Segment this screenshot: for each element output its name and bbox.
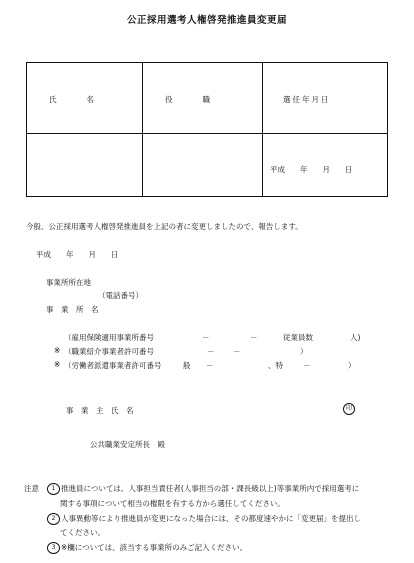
dash: － <box>303 361 311 370</box>
note-3 <box>47 542 247 554</box>
notes-label: 注意 <box>24 484 39 493</box>
employees-unit: 人) <box>350 333 361 342</box>
dispatch-license-label: （労働者派遣事業者許可番号 <box>64 361 162 370</box>
dash: － <box>207 347 215 356</box>
paren-close: ） <box>348 361 356 370</box>
employees-label: 従業員数 <box>283 333 313 342</box>
promoter-table <box>26 62 388 197</box>
employer-name-label: 事 業 主 氏 名 <box>66 406 134 415</box>
seal-mark: 印 <box>343 403 355 415</box>
note-text: 推進員については、人事担当責任者(人事担当の部・課長級以上)等事業所内で採用選考に <box>61 484 360 493</box>
appointment-date[interactable] <box>270 164 353 175</box>
col-header-position <box>165 94 210 105</box>
col-header-position-text: 役 職 <box>165 95 210 104</box>
position-input-cell[interactable] <box>145 134 260 196</box>
note-2 <box>47 513 361 525</box>
note-text: ※欄については、該当する事業所のみご記入ください。 <box>61 543 248 552</box>
col-header-date <box>283 94 331 105</box>
col-header-name <box>49 94 121 105</box>
employment-insurance-label: （雇用保険適用事業所番号 <box>64 333 154 342</box>
note-number: 3 <box>47 542 60 554</box>
note-number: 1 <box>47 483 60 495</box>
table-divider <box>142 63 143 196</box>
office-address-label: 事業所所在地 <box>46 278 91 287</box>
placement-license-label: （職業紹介事業者許可番号 <box>64 347 154 356</box>
addressee: 公共職業安定所長 殿 <box>90 440 165 449</box>
note-text: 人事異動等により推進員が変更になった場合には、その都度速やかに「変更届」を提出し <box>61 514 361 523</box>
special-label: 、特 <box>268 361 283 370</box>
table-divider <box>262 63 263 196</box>
paren-close: ） <box>300 347 308 356</box>
dash: － <box>202 333 210 342</box>
name-input-cell[interactable] <box>32 134 140 196</box>
submission-date[interactable]: 平成 年 月 日 <box>36 250 119 259</box>
note-1-continued: 関する事項について相当の権限を有する方から選任してください。 <box>60 499 285 508</box>
dash: － <box>206 361 214 370</box>
col-header-name-text: 氏 名 <box>49 95 94 104</box>
dash: － <box>233 347 241 356</box>
form-title: 公正採用選考人権啓発推進員変更届 <box>126 15 287 26</box>
dash: － <box>250 333 258 342</box>
dispatch-mark: ※ <box>54 360 61 369</box>
note-1 <box>47 483 359 495</box>
placement-mark: ※ <box>54 346 61 355</box>
general-label: 般 <box>183 361 191 370</box>
office-name-label: 事 業 所 名 <box>46 305 99 314</box>
appointment-date-text: 平成 年 月 日 <box>270 165 353 174</box>
statement: 今般、公正採用選考人権啓発推進員を上記の者に変更しましたので、報告します。 <box>26 222 303 231</box>
note-2-continued: てください。 <box>60 528 105 537</box>
phone-label: （電話番号） <box>98 291 143 300</box>
note-number: 2 <box>47 513 60 525</box>
col-header-date-text: 選任年月日 <box>283 95 331 104</box>
